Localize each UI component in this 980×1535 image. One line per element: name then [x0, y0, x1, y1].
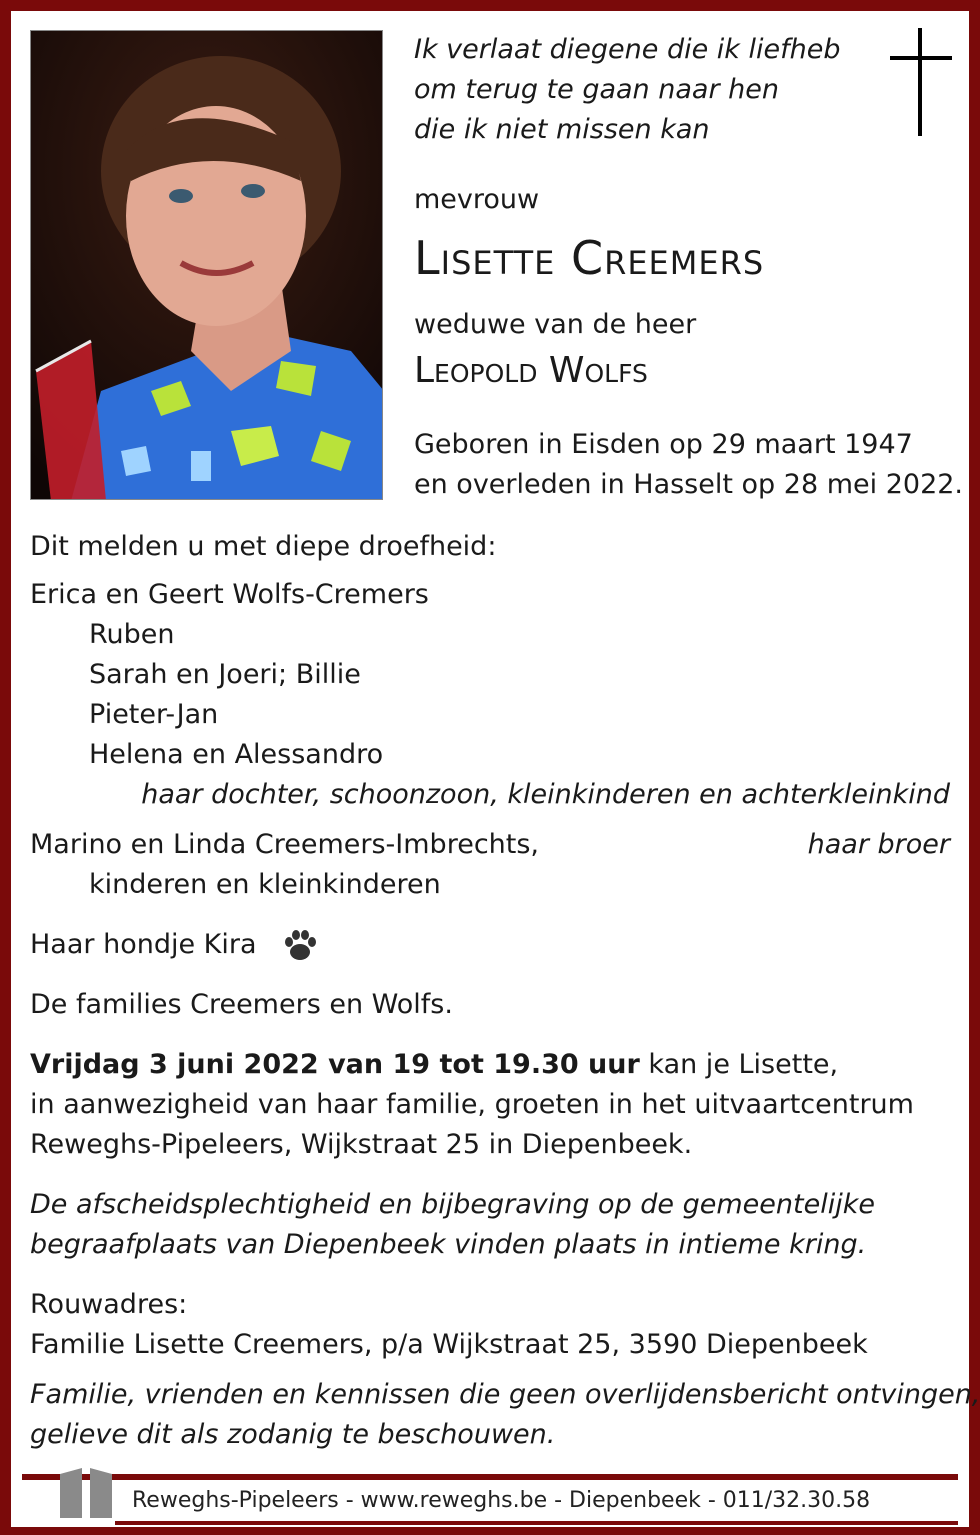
ceremony-line: De afscheidsplechtigheid en bijbegraving op de gemeentelijke — [30, 1189, 875, 1220]
funeral-home-logo-icon — [58, 1468, 114, 1518]
visitation-line — [30, 1045, 838, 1085]
verse-line: Ik verlaat diegene die ik liefheb — [414, 34, 841, 65]
announce-text: Dit melden u met diepe droefheid: — [30, 531, 497, 562]
address-value: Familie Lisette Creemers, p/a Wijkstraat 25, 3590 Diepenbeek — [30, 1329, 868, 1360]
deceased-title: mevrouw — [414, 184, 540, 215]
daughter-caption: haar dochter, schoonzoon, kleinkinderen en achterkleinkind — [141, 779, 950, 810]
family-daughter: Erica en Geert Wolfs-Cremers — [30, 579, 429, 610]
portrait-illustration — [31, 31, 383, 500]
visitation-date: Vrijdag 3 juni 2022 van 19 tot 19.30 uur — [30, 1049, 640, 1080]
verse-line: om terug te gaan naar hen — [414, 74, 779, 105]
footer-rule — [22, 1474, 958, 1480]
grandchild-line: Sarah en Joeri; Billie — [89, 659, 361, 690]
death-line: en overleden in Hasselt op 28 mei 2022. — [414, 469, 964, 500]
family-brother: Marino en Linda Creemers-Imbrechts, — [30, 829, 540, 860]
brother-kids: kinderen en kleinkinderen — [89, 869, 441, 900]
visitation-line: Reweghs-Pipeleers, Wijkstraat 25 in Diepenbeek. — [30, 1129, 693, 1160]
birth-line: Geboren in Eisden op 29 maart 1947 — [414, 429, 913, 460]
verse-line: die ik niet missen kan — [414, 114, 710, 145]
brother-caption: haar broer — [807, 829, 950, 860]
relation-text: weduwe van de heer — [414, 309, 697, 340]
paw-icon — [280, 925, 320, 965]
spouse-name: Leopold Wolfs — [414, 350, 648, 391]
notice-line: Familie, vrienden en kennissen die geen overlijdensbericht ontvingen, — [30, 1379, 980, 1410]
visitation-rest: kan je Lisette, — [639, 1049, 839, 1080]
address-label: Rouwadres: — [30, 1289, 188, 1320]
visitation-line: in aanwezigheid van haar familie, groeten in het uitvaartcentrum — [30, 1089, 914, 1120]
portrait-photo — [30, 30, 383, 500]
cross-icon — [890, 28, 952, 136]
grandchild-line: Helena en Alessandro — [89, 739, 384, 770]
families-line: De families Creemers en Wolfs. — [30, 989, 453, 1020]
footer-text: Reweghs-Pipeleers - www.reweghs.be - Diepenbeek - 011/32.30.58 — [132, 1488, 871, 1513]
grandchild-line: Ruben — [89, 619, 175, 650]
notice-line: gelieve dit als zodanig te beschouwen. — [30, 1419, 556, 1450]
deceased-name: Lisette Creemers — [414, 231, 765, 285]
dog-line: Haar hondje Kira — [30, 929, 257, 960]
ceremony-line: begraafplaats van Diepenbeek vinden plaats in intieme kring. — [30, 1229, 867, 1260]
grandchild-line: Pieter-Jan — [89, 699, 219, 730]
footer-rule-bottom — [115, 1521, 958, 1525]
